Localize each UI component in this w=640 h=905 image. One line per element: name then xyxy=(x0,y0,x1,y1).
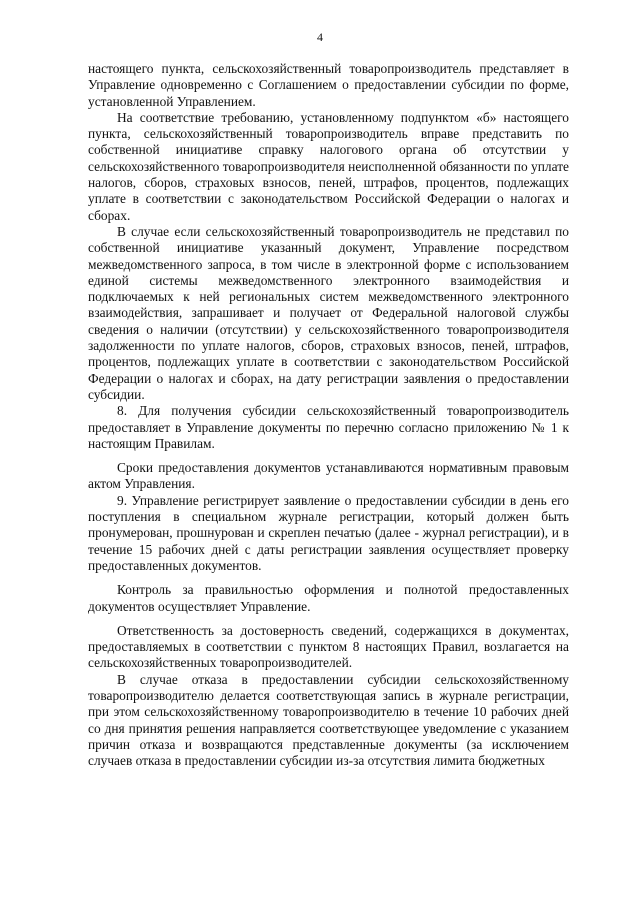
paragraph-responsibility: Ответственность за достоверность сведений, содержащихся в документах, предоставляемых в соответствии с пунктом 8 настоящих Правил, возлагается на сельскохозяйственных товаропроизводителей. xyxy=(88,622,569,671)
paragraph-refusal: В случае отказа в предоставлении субсидии сельскохозяйственному товаропроизводителю делается соответствующая запись в журнале регистрации, при этом сельскохозяйственному товаропроизводителю в течение 10 рабочих дней со дня принятия решения направляется соответствующее уведомление с указанием причин отказа и возвращаются представленные документы (за исключением случаев отказа в предоставлении субсидии из-за отсутствия лимита бюджетных xyxy=(88,671,569,769)
paragraph-control: Контроль за правильностью оформления и полнотой предоставленных документов осуществляет Управление. xyxy=(88,582,569,614)
page-number: 4 xyxy=(317,30,323,44)
paragraph-interagency-request: В случае если сельскохозяйственный товаропроизводитель не представил по собственной инициативе указанный документ, Управление посредством межведомственного запроса, в том числе в электронной форме с использованием единой системы межведомственного электронного взаимодействия и подключаемых к ней региональных систем межведомственного электронного взаимодействия, запрашивает и получает от Федеральной налоговой службы сведения о наличии (отсутствии) у сельскохозяйственного товаропроизводителя задолженности по уплате налогов, сборов, страховых взносов, пеней, штрафов, процентов, подлежащих уплате в соответствии с законодательством Российской Федерации о налогах и сборах, на дату регистрации заявления о предоставлении субсидии. xyxy=(88,223,569,402)
document-body xyxy=(88,61,569,769)
paragraph-item-8: 8. Для получения субсидии сельскохозяйственный товаропроизводитель предоставляет в Управление документы по перечню согласно приложению № 1 к настоящим Правилам. xyxy=(88,403,569,451)
paragraph-tax-certificate: На соответствие требованию, установленному подпунктом «б» настоящего пункта, сельскохозяйственный товаропроизводитель вправе представить по собственной инициативе справку налогового органа об отсутствии у сельскохозяйственного товаропроизводителя неисполненной обязанности по уплате налогов, сборов, страховых взносов, пеней, штрафов, процентов, подлежащих уплате в соответствии с законодательством Российской Федерации о налогах и сборах. xyxy=(88,109,569,223)
paragraph-deadlines: Сроки предоставления документов устанавливаются нормативным правовым актом Управления. xyxy=(88,460,569,492)
paragraph-continuation: настоящего пункта, сельскохозяйственный товаропроизводитель представляет в Управление одновременно с Соглашением о предоставлении субсидии по форме, установленной Управлением. xyxy=(88,61,569,109)
paragraph-item-9: 9. Управление регистрирует заявление о предоставлении субсидии в день его поступления в специальном журнале регистрации, который должен быть пронумерован, прошнурован и скреплен печатью (далее - журнал регистрации), и в течение 15 рабочих дней с даты регистрации заявления осуществляет проверку предоставленных документов. xyxy=(88,492,569,573)
